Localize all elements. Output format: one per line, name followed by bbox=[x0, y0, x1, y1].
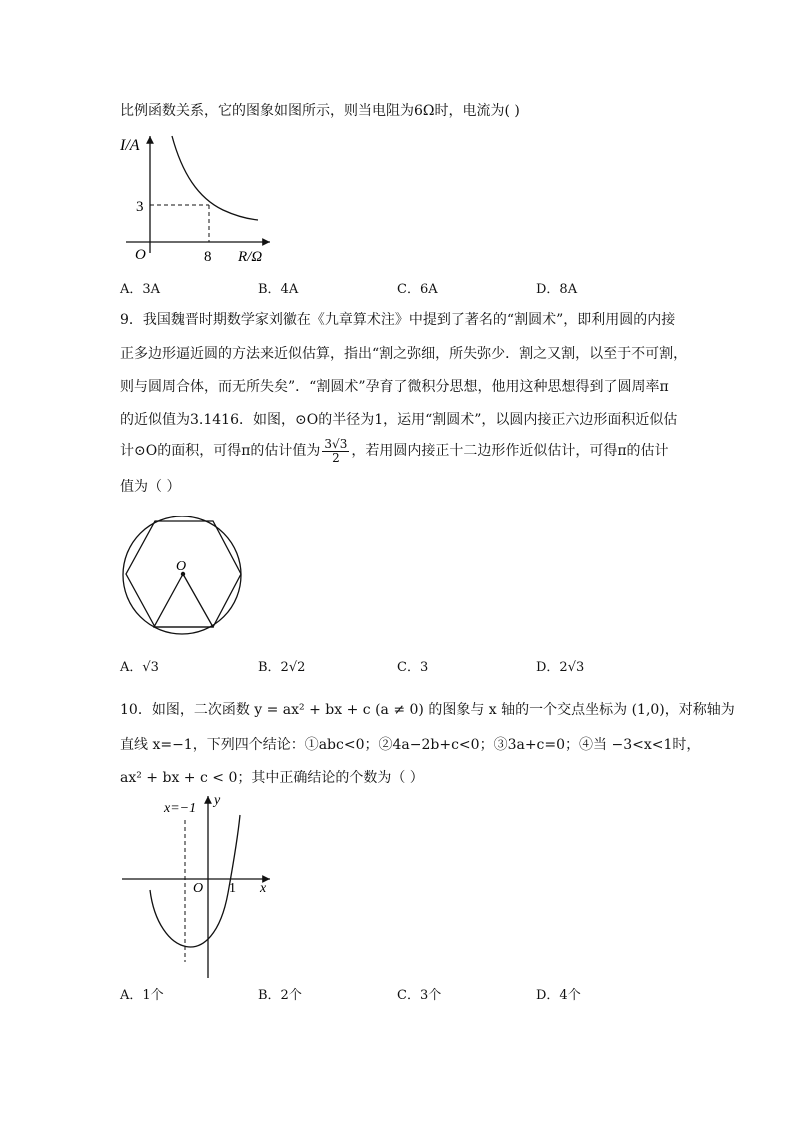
q10-graph bbox=[118, 790, 278, 980]
q8-option-d: D．8A bbox=[536, 282, 578, 297]
q10-option-b: B．2个 bbox=[258, 988, 302, 1003]
q9-center-label: O bbox=[176, 559, 187, 574]
q10-y-label: y bbox=[214, 793, 221, 808]
q8-option-b: B．4A bbox=[258, 282, 299, 297]
q9-line-5-post: ，若用圆内接正十二边形作近似估计，可得π的估计 bbox=[351, 443, 669, 459]
q9-option-c: C．3 bbox=[397, 660, 429, 675]
q9-line-4: 的近似值为3.1416．如图，⊙O的半径为1，运用“割圆术”，以圆内接正六边形面积近似估 bbox=[120, 412, 678, 428]
q10-option-d: D．4个 bbox=[536, 988, 581, 1003]
q9-line-5 bbox=[120, 436, 669, 466]
q9-option-b: B．2√2 bbox=[258, 660, 306, 675]
q10-option-a: A．1个 bbox=[120, 988, 164, 1003]
q10-option-c: C．3个 bbox=[397, 988, 442, 1003]
q9-fraction-num: 3√3 bbox=[324, 436, 348, 451]
q9-fraction bbox=[322, 438, 349, 465]
q10-origin: O bbox=[193, 881, 204, 896]
q9-triangle bbox=[154, 574, 213, 627]
q8-x-label: R/Ω bbox=[238, 249, 263, 265]
q9-line-1: 9．我国魏晋时期数学家刘徽在《九章算术注》中提到了著名的“割圆术”，即利用圆的内接 bbox=[120, 312, 676, 328]
q10-line-1: 10．如图，二次函数 y = ax² + bx + c (a ≠ 0) 的图象与 x 轴的一个交点坐标为 (1,0)，对称轴为 bbox=[120, 702, 735, 718]
q9-option-d: D．2√3 bbox=[536, 660, 585, 675]
q8-option-a: A．3A bbox=[120, 282, 161, 297]
q8-x-tick: 8 bbox=[204, 249, 212, 265]
q10-x-tick: 1 bbox=[229, 881, 236, 896]
q10-line-3: ax² + bx + c < 0；其中正确结论的个数为（ ） bbox=[120, 770, 424, 786]
q9-fraction-den: 2 bbox=[332, 450, 340, 465]
q8-origin: O bbox=[135, 247, 146, 263]
q9-figure bbox=[118, 516, 253, 638]
q10-x-label: x bbox=[260, 881, 267, 896]
q8-y-label: I/A bbox=[120, 137, 140, 154]
q8-intro: 比例函数关系，它的图象如图所示，则当电阻为6Ω时，电流为( ) bbox=[120, 103, 520, 119]
q9-option-a: A．√3 bbox=[120, 660, 159, 675]
q8-graph bbox=[118, 128, 278, 268]
q10-symmetry-label: x=−1 bbox=[164, 801, 197, 816]
q9-line-5-pre: 计⊙O的面积，可得π的估计值为 bbox=[120, 443, 321, 459]
q9-line-2: 正多边形逼近圆的方法来近似估算，指出“割之弥细，所失弥少．割之又割，以至于不可割， bbox=[120, 346, 688, 362]
q10-line-2: 直线 x=−1，下列四个结论：①abc<0；②4a−2b+c<0；③3a+c=0；④当 −3<x<1时， bbox=[120, 737, 701, 753]
q9-line-6: 值为（ ） bbox=[120, 479, 181, 495]
q9-line-3: 则与圆周合体，而无所失矣”．“割圆术”孕育了微积分思想，他用这种思想得到了圆周率π bbox=[120, 379, 669, 395]
q8-curve bbox=[172, 136, 258, 220]
q8-y-tick: 3 bbox=[136, 199, 144, 215]
q8-option-c: C．6A bbox=[397, 282, 438, 297]
